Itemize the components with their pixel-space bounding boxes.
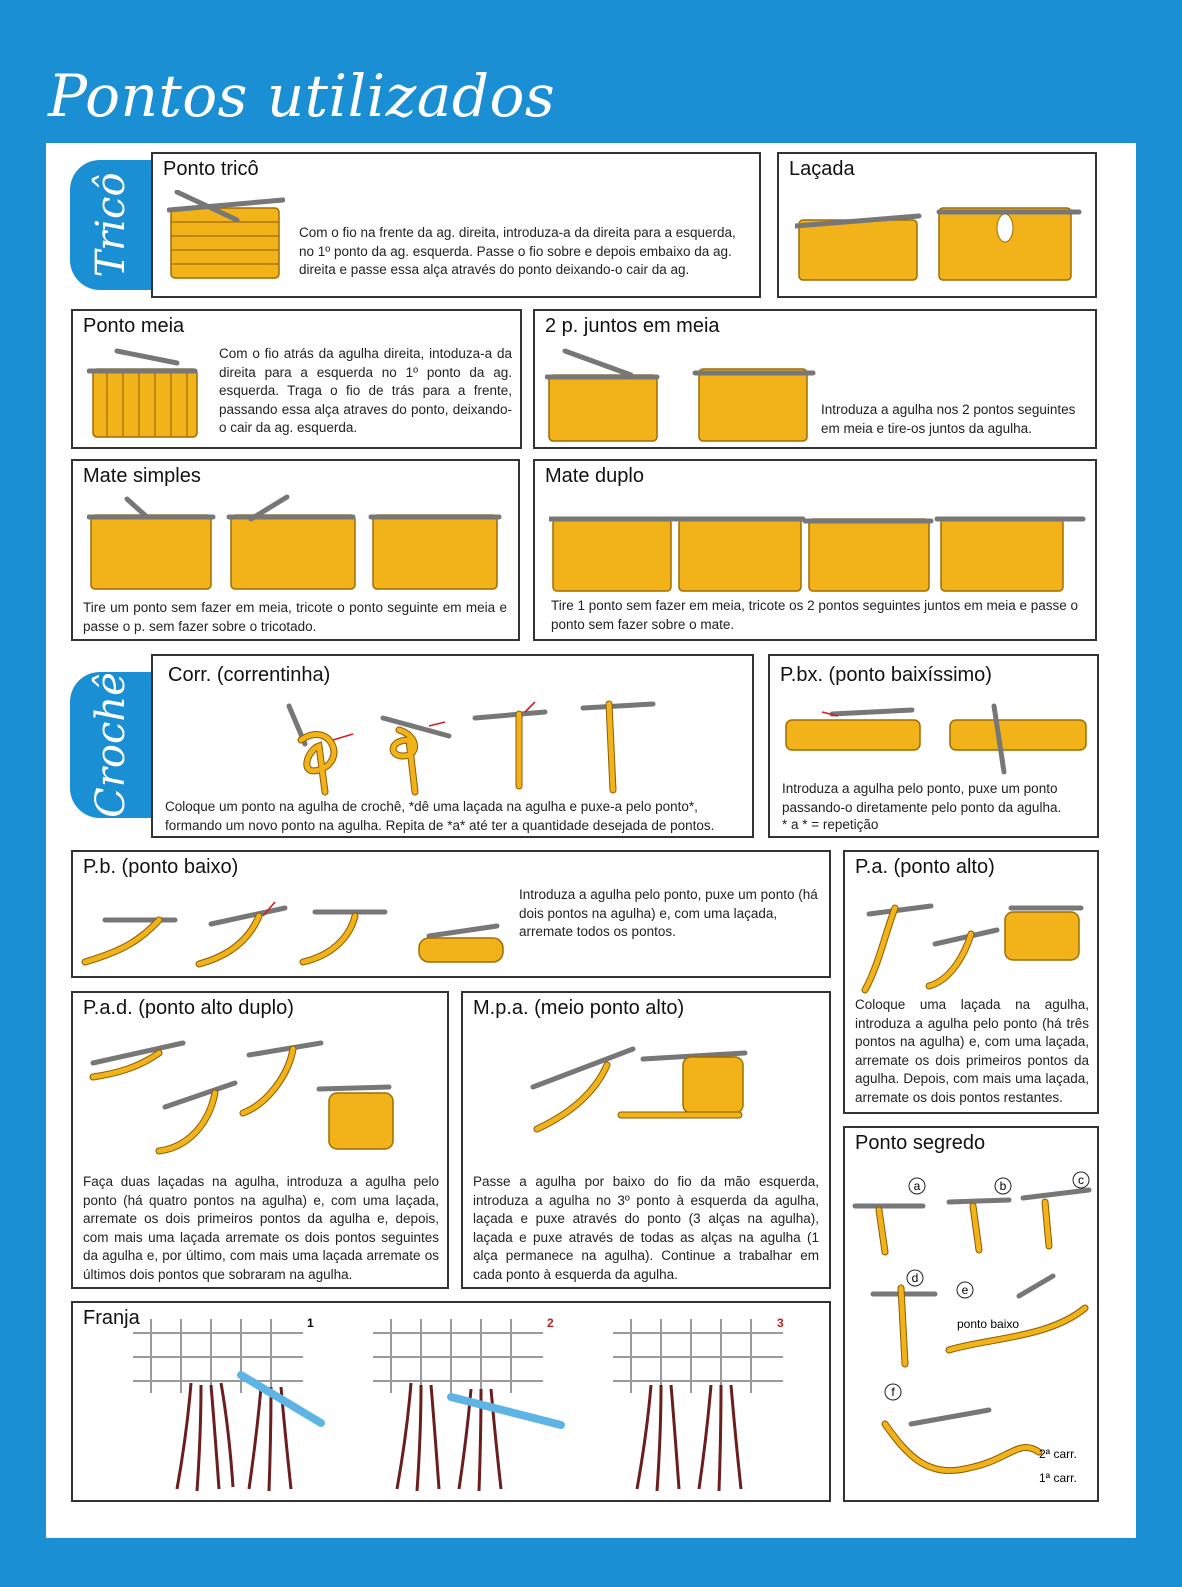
panel-title: Mate simples — [83, 465, 201, 487]
double-decrease-illustration — [549, 497, 1089, 593]
fringe-illustration — [131, 1313, 821, 1499]
panel-title: 2 p. juntos em meia — [545, 315, 720, 337]
step-letter-b: b — [999, 1179, 1007, 1193]
panel-text: Com o fio na frente da ag. direita, introduza-a da direita para a esquerda, no 1º ponto da ag. esquerda. Passe o fio sobre e depois embaixo da ag. direita e passe essa alça através do ponto deixando-o cair da ag. — [299, 225, 736, 277]
panel-ponto-meia — [71, 309, 522, 449]
panel-lacada — [777, 152, 1097, 298]
step-letter-d: d — [911, 1271, 919, 1285]
panel-alto-duplo — [71, 991, 449, 1289]
ponto-baixo-label: ponto baixo — [957, 1317, 1020, 1331]
panel-ponto-baixo — [71, 850, 831, 978]
panel-text: Coloque uma laçada na agulha, introduza a agulha pelo ponto (há três pontos na agulha) e, com uma laçada, arremate os dois primeiros pontos da agulha. Depois, com mais uma laçada, arremate os dois pontos restantes. — [855, 997, 1089, 1105]
croche-tab-label: Crochê — [88, 672, 134, 818]
secret-stitch-illustration — [849, 1168, 1095, 1498]
half-double-crochet-illustration — [523, 1037, 753, 1137]
slip-stitch-illustration — [782, 700, 1092, 776]
panel-baixissimo — [768, 654, 1099, 838]
yarn-over-illustration — [795, 198, 1085, 284]
repetition-note: * a * = repetição — [782, 817, 879, 832]
panel-title: P.b. (ponto baixo) — [83, 856, 239, 878]
panel-title: P.a. (ponto alto) — [855, 856, 995, 878]
panel-text: Coloque um ponto na agulha de crochê, *dê uma laçada na agulha e puxe-a pelo ponto*, formando um novo ponto na agulha. Repita de *a* até ter a quantidade desejada de pontos. — [165, 799, 715, 833]
panel-ponto-segredo — [843, 1126, 1099, 1502]
step-letter-a: a — [913, 1179, 921, 1193]
panel-text: Introduza a agulha pelo ponto, puxe um ponto passando-o diretamente pelo ponto da agulha. — [782, 781, 1062, 815]
first-row-label: 1ª carr. — [1039, 1471, 1077, 1485]
panel-meio-alto — [461, 991, 831, 1289]
single-crochet-illustration — [79, 892, 509, 972]
panel-title: Ponto segredo — [855, 1132, 986, 1154]
panel-text: Passe a agulha por baixo do fio da mão esquerda, introduza a agulha no 3º ponto à esquerda da agulha, laçada e puxe através do ponto (3 alças na agulha), laçada e puxe através de todas as alças na agulha (1 alça permanece na agulha). Continue a trabalhar em cada ponto à esquerda da agulha. — [473, 1174, 819, 1282]
panel-correntinha — [151, 654, 754, 838]
panel-ponto-trico — [151, 152, 761, 298]
panel-dois-juntos — [533, 309, 1097, 449]
panel-title: M.p.a. (meio ponto alto) — [473, 997, 685, 1019]
trico-tab-label: Tricô — [88, 172, 134, 278]
panel-text: Tire um ponto sem fazer em meia, tricote o ponto seguinte em meia e passe o p. sem fazer sobre o tricotado. — [83, 600, 507, 634]
panel-franja — [71, 1301, 831, 1502]
panel-text: Faça duas laçadas na agulha, introduza a agulha pelo ponto (há quatro pontos na agulha) e, com uma laçada, arremate os dois primeiros pontos da agulha e, depois, com mais uma laçada arremate os dois pontos seguintes da agulha e, por último, com mais uma laçada arremate os últimos dois pontos que sobraram na agulha. — [83, 1174, 439, 1282]
panel-title: Ponto tricô — [163, 158, 259, 180]
panel-ponto-alto — [843, 850, 1099, 1114]
chain-stitch-illustration — [279, 700, 659, 796]
panel-text: Tire 1 ponto sem fazer em meia, tricote os 2 pontos seguintes juntos em meia e passe o ponto sem fazer sobre o mate. — [551, 598, 1079, 632]
trico-tab — [70, 160, 152, 290]
panel-text: Introduza a agulha pelo ponto, puxe um ponto (há dois pontos na agulha) e, com uma laçada, arremate todos os pontos. — [519, 887, 818, 939]
panel-text: Com o fio atrás da agulha direita, intoduza-a da direita para a esquerda no 1º ponto da ag. esquerda. Traga o fio de trás para a frente, passando essa alça atraves do ponto, deixando-o cair da ag. esquerda. — [219, 346, 512, 435]
fringe-step-1: 1 — [307, 1316, 314, 1330]
fringe-step-2: 2 — [547, 1316, 554, 1330]
panel-title: P.a.d. (ponto alto duplo) — [83, 997, 294, 1019]
slip-stitch-decrease-illustration — [87, 493, 507, 591]
step-letter-e: e — [961, 1283, 969, 1297]
page-title: Pontos utilizados — [48, 62, 556, 130]
panel-title: Mate duplo — [545, 465, 644, 487]
step-letter-c: c — [1078, 1173, 1084, 1187]
knit-swatch-illustration — [167, 190, 285, 282]
panel-mate-simples — [71, 459, 520, 641]
treble-crochet-illustration — [79, 1033, 409, 1157]
croche-tab — [70, 672, 152, 818]
panel-title: Franja — [83, 1307, 140, 1329]
panel-title: Ponto meia — [83, 315, 185, 337]
panel-title: Corr. (correntinha) — [168, 664, 331, 686]
panel-title: P.bx. (ponto baixíssimo) — [780, 664, 992, 686]
panel-text: Introduza a agulha nos 2 pontos seguintes em meia e tire-os juntos da agulha. — [821, 402, 1076, 436]
step-letter-f: f — [891, 1385, 895, 1399]
purl-swatch-illustration — [87, 347, 203, 441]
panel-mate-duplo — [533, 459, 1097, 641]
double-crochet-illustration — [855, 894, 1089, 994]
second-row-label: 2ª carr. — [1039, 1447, 1077, 1461]
k2tog-illustration — [545, 345, 817, 443]
fringe-step-3: 3 — [777, 1316, 784, 1330]
panel-title: Laçada — [789, 158, 855, 180]
